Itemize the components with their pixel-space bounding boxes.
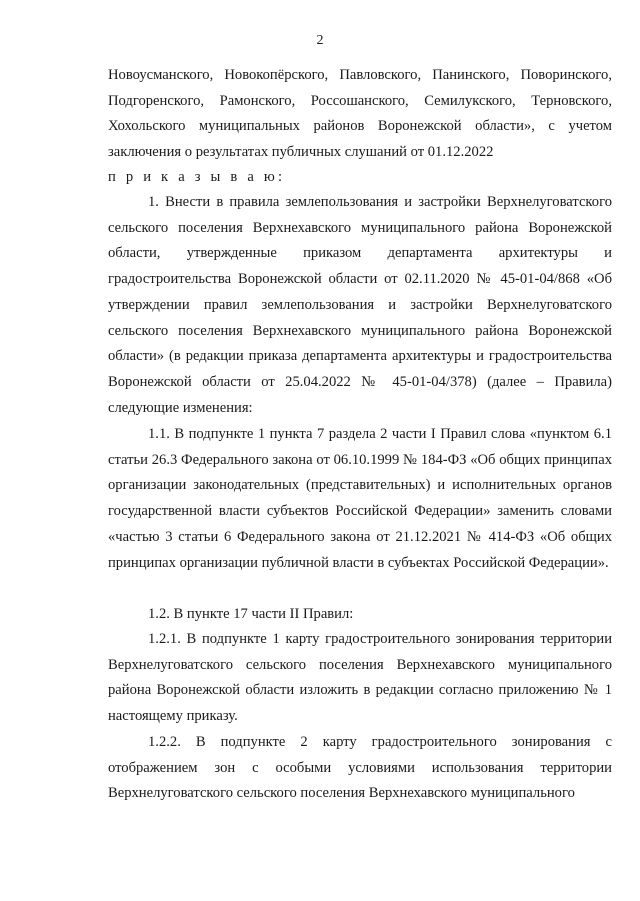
- paragraph-item-1: 1. Внести в правила землепользования и застройки Верхнелуговатского сельского поселения Верхнехавского муниципального района Воронежской области, утвержденные приказом департамента архитектуры и градостроительства Воронежской области от 02.11.2020 № 45-01-04/868 «Об утверждении правил землепользования и застройки Верхнелуговатского сельского поселения Верхнехавского муниципального района Воронежской области» (в редакции приказа департамента архитектуры и градостроительства Воронежской области от 25.04.2022 № 45-01-04/378) (далее – Правила) следующие изменения:: [108, 194, 612, 416]
- paragraph-item-1-2-2: 1.2.2. В подпункте 2 карту градостроительного зонирования с отображением зон с особыми условиями использования территории Верхнелуговатского сельского поселения Верхнехавского муниципального: [108, 734, 612, 802]
- paragraph-preamble-continuation: Новоусманского, Новокопёрского, Павловского, Панинского, Поворинского, Подгоренского, Рамонского, Россошанского, Семилукского, Терновского, Хохольского муниципальных районов Воронежской области», с учетом заключения о результатах публичных слушаний от 01.12.2022: [108, 67, 612, 161]
- paragraph-item-1-2-1: 1.2.1. В подпункте 1 карту градостроительного зонирования территории Верхнелуговатского сельского поселения Верхнехавского муниципального района Воронежской области изложить в редакции согласно приложению № 1 настоящему приказу.: [108, 631, 612, 725]
- page-number: 2: [316, 33, 324, 48]
- paragraph-order-word: п р и к а з ы в а ю:: [108, 169, 286, 185]
- paragraph-item-1-2: 1.2. В пункте 17 части II Правил:: [148, 606, 354, 622]
- paragraph-item-1-1: 1.1. В подпункте 1 пункта 7 раздела 2 части I Правил слова «пунктом 6.1 статьи 26.3 Федерального закона от 06.10.1999 № 184-ФЗ «Об общих принципах организации законодательных (представительных) и исполнительных органов государственной власти субъектов Российской Федерации» заменить словами «частью 3 статьи 6 Федерального закона от 21.12.2021 № 414-ФЗ «Об общих принципах организации публичной власти в субъектах Российской Федерации».: [108, 426, 612, 571]
